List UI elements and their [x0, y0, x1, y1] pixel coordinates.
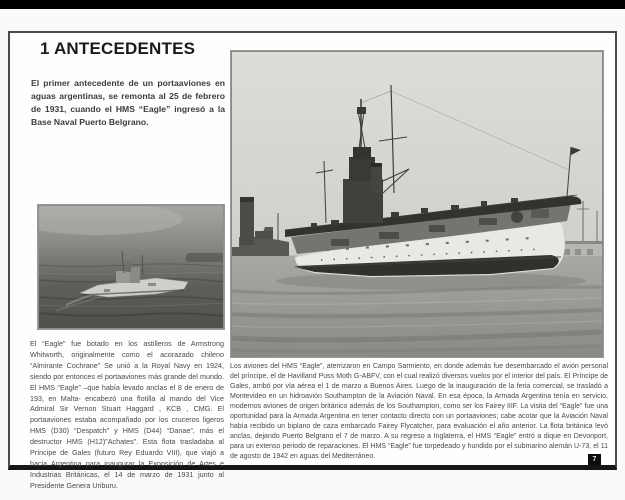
section-title: 1 ANTECEDENTES [40, 39, 196, 58]
photo-caption-paragraph: Los aviones del HMS “Eagle”, aterrizaron en Campo Sarmiento, en donde además fue desembarcado el avión personal del príncipe, el de Havilland Puss Moth G-ABFV, con el cual realizó diversos vuelos por el interior del país. El Príncipe de Gales, arribó por vía aérea el 1 de marzo a Buenos Aires. Luego de la inauguración de la feria comercial, se trasladó a Montevideo en un hidroavión Southampton de la Aviación Naval. En esa época, la Armada Argentina tenía en servicio, modernos aviones de origen británico además de los Southampton, como ser los Fairey IIIF. La visita del “Eagle” fue una oportunidad para la Armada Argentina en tener contacto directo con un portaaviones; cabe acotar que la Aviación Naval había recibido un biplano de caza embarcado Fairey Flycatcher, para evaluación el año anterior. La flota británica levó anclas, dejando Puerto Belgrano el 7 de marzo. A su regreso a Inglaterra, el HMS “Eagle” entró a dique en Devonport, para un extenso periodo de reparaciones. El HMS “Eagle” fue torpedeado y hundido por el submarino alemán U-73, el 11 de agosto de 1942 en aguas del Mediterráneo. [230, 363, 608, 460]
photo-hms-eagle-carrier [230, 50, 604, 358]
photo-warship-at-sea [37, 204, 225, 330]
hms-eagle-carrier-illustration [231, 51, 603, 357]
scan-letterbox-top [0, 0, 625, 9]
document-page [8, 31, 617, 490]
page-number-badge: 7 [588, 454, 601, 465]
left-column-paragraph: El “Eagle” fue botado en los astilleros de Armstrong Whitworth, originalmente como el acorazado chileno “Almirante Cochrane” Se unió a la Royal Navy en 1924, siendo por entonces el portaaviones más grande del mundo. El HMS “Eagle” –que había levado anclas el 8 de enero de 193, en Malta- encabezó una flotilla al mando del Vice Admiral Sir Vernon Stuart Haggard , KCB , CMG. El portaaviones estaba acompañado por los cruceros ligeros HMS (D30) “Despatch” y HMS (D44) “Danae”, más el destructor HMS (H12)”Achates”. Esta flota trasladaba al Príncipe de Gales (futuro Rey Eduardo VIII), que viajó a hacia Argentina para inaugurar la Exposición de Artes e Industrias Británicas, el 14 de marzo de 1931 junto al Presidente Genera Uriburu. [30, 339, 224, 490]
lead-paragraph: El primer antecedente de un portaaviones en aguas argentinas, se remonta al 25 de febrero de 1931, cuando el HMS “Eagle” ingresó a la Base Naval Puerto Belgrano. [31, 78, 225, 127]
warship-at-sea-illustration [38, 205, 224, 329]
